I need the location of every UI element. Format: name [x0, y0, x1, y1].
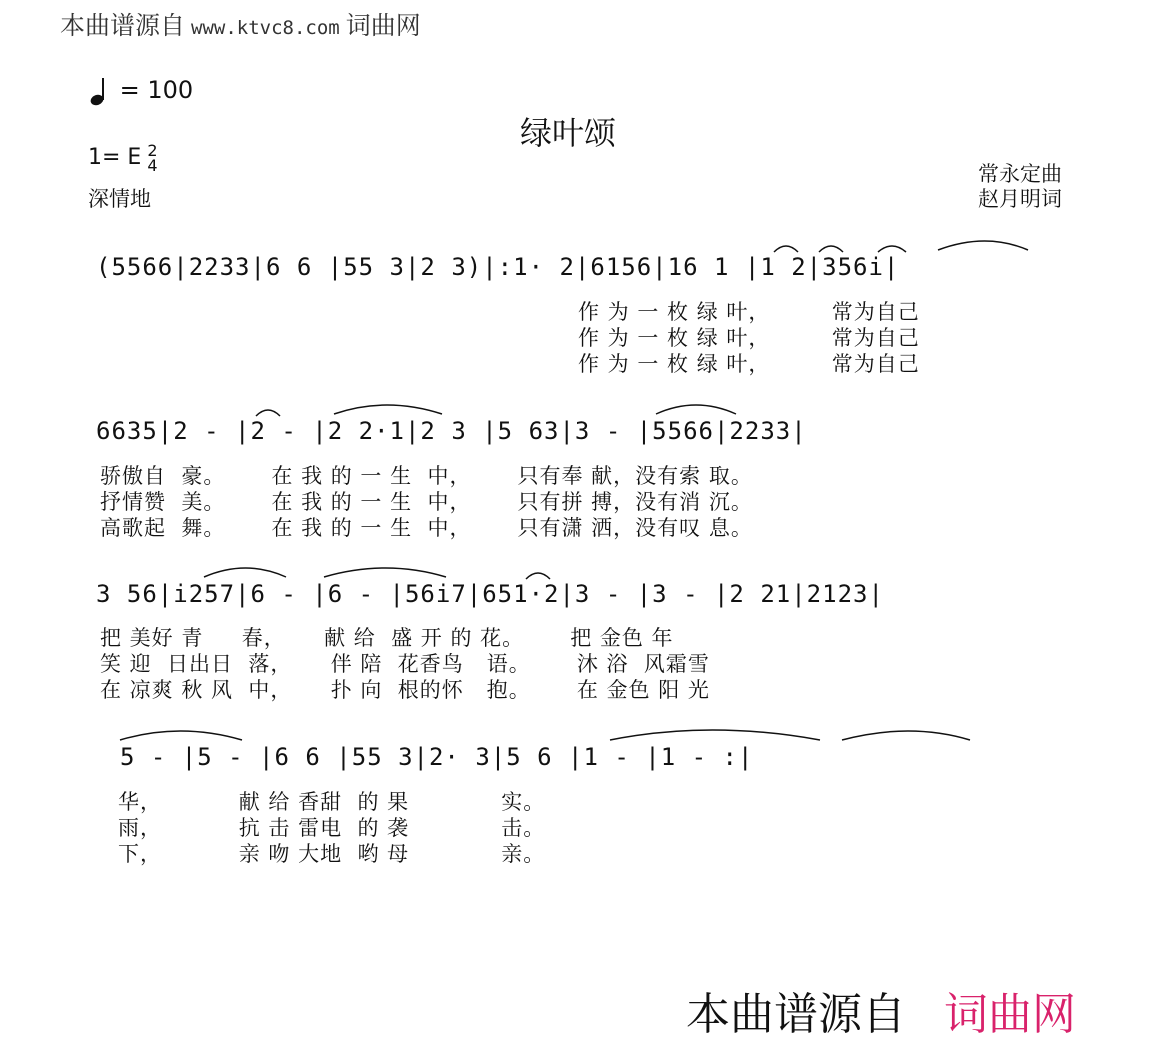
quarter-note-icon — [90, 76, 112, 106]
lyricist-credit: 赵月明词 — [978, 187, 1062, 211]
key-signature — [88, 143, 158, 173]
time-denominator: 4 — [147, 156, 158, 175]
time-numerator: 2 — [147, 141, 158, 160]
composer-credit: 常永定曲 — [978, 162, 1062, 186]
lyric-row-4-verse-3: 下， 亲 吻 大地 哟 母 亲。 — [118, 842, 546, 866]
watermark-prefix: 本曲谱源自 — [60, 11, 186, 40]
lyric-row-2-verse-3: 高歌起 舞。 在 我 的 一 生 中， 只有潇 洒，没有叹 息。 — [100, 516, 753, 540]
notation-row-2 — [96, 414, 1081, 448]
watermark-bottom-right[interactable]: 词曲网 — [944, 989, 1076, 1040]
lyric-row-3-verse-1: 把 美好 青 春， 献 给 盛 开 的 花。 把 金色 年 — [100, 626, 674, 650]
lyric-row-1-verse-3: 作 为 一 枚 绿 叶， 常为自己 — [578, 352, 920, 376]
lyric-row-4-verse-2: 雨， 抗 击 雷电 的 袭 击。 — [118, 816, 546, 840]
lyric-row-4-verse-1: 华， 献 给 香甜 的 果 实。 — [118, 790, 546, 814]
tempo-mark — [90, 76, 193, 106]
lyric-row-3-verse-3: 在 凉爽 秋 风 中， 扑 向 根的怀 抱。 在 金色 阳 光 — [100, 678, 710, 702]
lyric-row-2-verse-2: 抒情赞 美。 在 我 的 一 生 中， 只有拼 搏，没有消 沉。 — [100, 490, 753, 514]
notes-row-3: 3 56|i257|6 - |6 - |56i7|651·2|3 - |3 - |2 21|2123| — [96, 580, 884, 608]
song-title: 绿叶颂 — [520, 114, 617, 152]
notation-row-3 — [96, 577, 1081, 611]
watermark-bottom-left: 本曲谱源自 — [686, 989, 906, 1040]
time-signature — [147, 143, 157, 173]
lyric-row-3-verse-2: 笑 迎 日出日 落， 伴 陪 花香鸟 语。 沐 浴 风霜雪 — [100, 652, 710, 676]
lyric-row-1-verse-1: 作 为 一 枚 绿 叶， 常为自己 — [578, 300, 920, 324]
watermark-url[interactable]: www.ktvc8.com — [191, 17, 340, 39]
watermark-bottom — [686, 978, 1076, 1042]
notes-row-4: 5 - |5 - |6 6 |55 3|2· 3|5 6 |1 - |1 - :| — [120, 743, 754, 771]
notation-row-1 — [96, 250, 1081, 284]
key-text: 1= E — [88, 145, 142, 170]
lyric-row-2-verse-1: 骄傲自 豪。 在 我 的 一 生 中， 只有奉 献，没有索 取。 — [100, 464, 753, 488]
notation-row-4 — [120, 740, 1080, 774]
notes-row-1: (5566|2233|6 6 |55 3|2 3)|:1· 2|6156|16 1 |1 2|356i| — [96, 253, 900, 281]
lyric-row-1-verse-2: 作 为 一 枚 绿 叶， 常为自己 — [578, 326, 920, 350]
watermark-suffix: 词曲网 — [345, 11, 421, 40]
watermark-top — [60, 6, 421, 42]
notes-row-2: 6635|2 - |2 - |2 2·1|2 3 |5 63|3 - |5566|2233| — [96, 417, 807, 445]
tempo-value: = 100 — [119, 76, 194, 104]
expression-mark: 深情地 — [88, 187, 151, 211]
